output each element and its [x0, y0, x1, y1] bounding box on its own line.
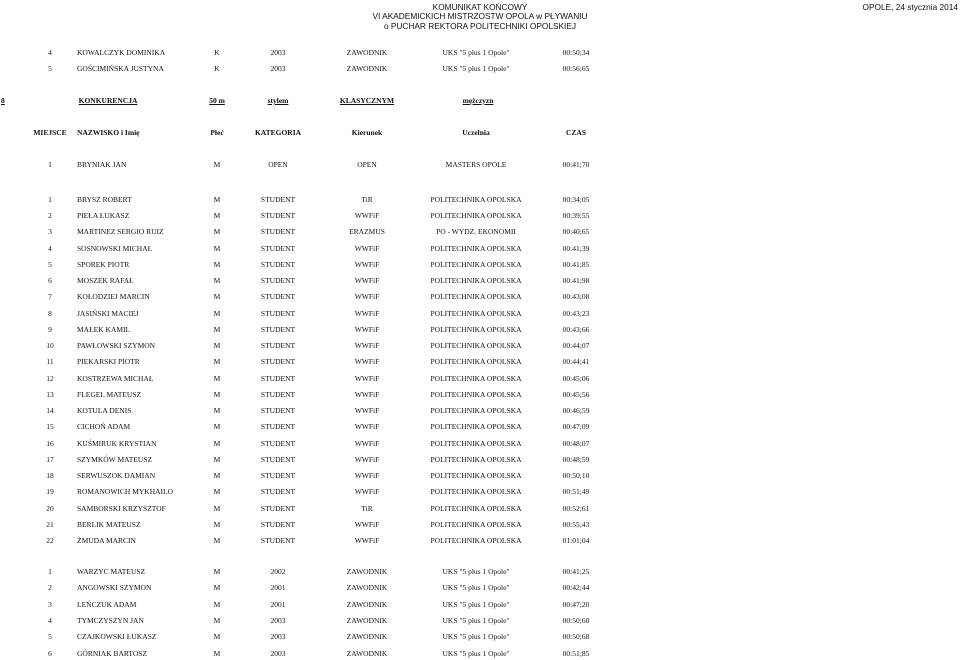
cell-uczelnia: POLITECHNIKA OPOLSKA — [430, 519, 522, 529]
cell-kierunek: TiR — [361, 195, 373, 204]
cell-category: STUDENT — [260, 276, 296, 286]
column-header-kierunek: Kierunek — [351, 128, 383, 137]
cell-name: CZAJKOWSKI ŁUKASZ — [77, 632, 157, 642]
cell-sex: M — [213, 536, 221, 546]
cell-sex: M — [213, 243, 221, 253]
event-distance: 50 m — [209, 96, 225, 105]
cell-category: STUDENT — [260, 422, 296, 432]
cell-time: 00:39;55 — [562, 211, 590, 221]
cell-kierunek: WWFiF — [354, 276, 380, 286]
table-row — [0, 486, 960, 498]
cell-uczelnia: POLITECHNIKA OPOLSKA — [430, 341, 522, 351]
cell-time: 00:47;20 — [562, 599, 590, 609]
cell-uczelnia: POLITECHNIKA OPOLSKA — [430, 471, 522, 481]
cell-time: 00:48;07 — [562, 438, 590, 448]
cell-kierunek: ZAWODNIK — [346, 648, 388, 658]
event-header-row — [0, 95, 960, 107]
cell-uczelnia: UKS "5 plus 1 Opole" — [442, 583, 510, 593]
cell-sex: M — [213, 324, 221, 334]
cell-time: 00:50;10 — [562, 471, 590, 481]
header-title-line-1: KOMUNIKAT KOŃCOWY — [432, 2, 528, 12]
cell-sex: M — [213, 438, 221, 448]
cell-time: 00:56;65 — [562, 64, 590, 74]
cell-sex: M — [213, 373, 221, 383]
table-row — [0, 519, 960, 531]
cell-sex: M — [213, 389, 221, 399]
cell-sex: M — [213, 259, 221, 269]
cell-place: 17 — [46, 454, 54, 464]
cell-category: STUDENT — [260, 373, 296, 383]
cell-category: STUDENT — [260, 341, 296, 351]
table-row — [0, 405, 960, 417]
cell-category: STUDENT — [260, 471, 296, 481]
cell-time: 00:44;07 — [562, 341, 590, 351]
cell-sex: M — [213, 160, 221, 169]
cell-time: 00:42;44 — [562, 583, 590, 593]
cell-uczelnia: POLITECHNIKA OPOLSKA — [430, 406, 522, 416]
cell-sex: M — [213, 567, 221, 576]
table-row — [0, 470, 960, 482]
cell-category: STUDENT — [260, 308, 296, 318]
table-row — [0, 615, 960, 627]
table-row — [0, 356, 960, 368]
cell-place: 4 — [48, 243, 52, 253]
table-row — [0, 324, 960, 336]
cell-category: STUDENT — [260, 357, 296, 367]
cell-place: 5 — [48, 64, 52, 74]
cell-sex: M — [213, 503, 221, 513]
cell-kierunek: WWFiF — [354, 373, 380, 383]
document-header — [0, 3, 960, 31]
cell-time: 00:50;60 — [562, 615, 590, 625]
column-header-name: NAZWISKO i Imię — [77, 128, 140, 137]
cell-place: 14 — [46, 406, 54, 416]
cell-kierunek: WWFiF — [354, 243, 380, 253]
cell-time: 00:40;65 — [562, 227, 590, 237]
cell-place: 16 — [46, 438, 54, 448]
cell-kierunek: WWFiF — [354, 406, 380, 416]
cell-category: 2002 — [270, 567, 286, 576]
cell-name: CICHOŃ ADAM — [77, 422, 131, 432]
cell-name: MARTINEZ SERGIO RUIZ — [77, 227, 164, 237]
cell-category: 2001 — [270, 583, 286, 593]
cell-time: 00:52;61 — [562, 503, 590, 513]
cell-sex: K — [214, 48, 220, 57]
cell-time: 00:43;66 — [562, 324, 590, 334]
cell-place: 9 — [48, 324, 52, 334]
cell-sex: M — [213, 357, 221, 367]
cell-sex: M — [213, 454, 221, 464]
cell-category: STUDENT — [260, 389, 296, 399]
cell-name: MAŁEK KAMIL — [77, 324, 131, 334]
cell-category: 2001 — [270, 599, 286, 609]
column-header-row — [0, 127, 960, 139]
table-row — [0, 373, 960, 385]
table-row — [0, 454, 960, 466]
table-row — [0, 63, 960, 75]
cell-category: STUDENT — [260, 195, 296, 204]
cell-time: 00:43;08 — [562, 292, 590, 302]
cell-uczelnia: POLITECHNIKA OPOLSKA — [430, 211, 522, 221]
cell-name: KOŁODZIEJ MARCIN — [77, 292, 150, 302]
cell-place: 12 — [46, 373, 54, 383]
cell-time: 00:41;85 — [562, 259, 590, 269]
header-date: OPOLE, 24 stycznia 2014 — [862, 2, 958, 12]
cell-kierunek: WWFiF — [354, 422, 380, 432]
cell-place: 5 — [48, 259, 52, 269]
table-row — [0, 389, 960, 401]
cell-name: SPOREK PIOTR — [77, 259, 130, 269]
table-row — [0, 226, 960, 238]
cell-place: 15 — [46, 422, 54, 432]
cell-kierunek: WWFiF — [354, 536, 380, 546]
cell-uczelnia: POLITECHNIKA OPOLSKA — [430, 308, 522, 318]
column-header-uczelnia: Uczelnia — [462, 128, 490, 137]
cell-name: PAWŁOWSKI SZYMON — [77, 341, 156, 351]
cell-uczelnia: POLITECHNIKA OPOLSKA — [430, 292, 522, 302]
cell-uczelnia: POLITECHNIKA OPOLSKA — [430, 259, 522, 269]
cell-name: GÓRNIAK BARTOSZ — [77, 648, 148, 658]
cell-place: 7 — [48, 292, 52, 302]
cell-category: 2003 — [270, 648, 286, 658]
cell-kierunek: ZAWODNIK — [346, 583, 388, 593]
cell-time: 00:50;68 — [562, 632, 590, 642]
cell-kierunek: ZAWODNIK — [346, 615, 388, 625]
event-gender: mężczyzn — [462, 96, 494, 105]
cell-kierunek: ZAWODNIK — [346, 48, 388, 57]
cell-place: 5 — [48, 632, 52, 642]
cell-category: STUDENT — [260, 438, 296, 448]
cell-sex: M — [213, 211, 221, 221]
cell-name: BRYSZ ROBERT — [77, 195, 132, 204]
table-row — [0, 421, 960, 433]
cell-time: 00:45;56 — [562, 389, 590, 399]
cell-name: ROMANOWICH MYKHAILO — [77, 487, 174, 497]
cell-time: 00:50;34 — [562, 48, 590, 57]
cell-name: KOWALCZYK DOMINIKA — [77, 48, 166, 57]
cell-uczelnia: UKS "5 plus 1 Opole" — [442, 632, 510, 642]
cell-uczelnia: POLITECHNIKA OPOLSKA — [430, 195, 522, 204]
cell-category: OPEN — [268, 160, 288, 169]
cell-category: STUDENT — [260, 536, 296, 546]
cell-category: STUDENT — [260, 487, 296, 497]
cell-category: 2003 — [270, 64, 286, 74]
table-row — [0, 291, 960, 303]
cell-sex: M — [213, 519, 221, 529]
cell-kierunek: WWFiF — [354, 357, 380, 367]
cell-place: 1 — [48, 195, 52, 204]
table-row — [0, 259, 960, 271]
cell-sex: M — [213, 615, 221, 625]
cell-name: GOŚCIMIŃSKA JUSTYNA — [77, 64, 164, 74]
cell-sex: M — [213, 276, 221, 286]
cell-place: 4 — [48, 615, 52, 625]
column-header-time: CZAS — [565, 128, 587, 137]
cell-uczelnia: POLITECHNIKA OPOLSKA — [430, 389, 522, 399]
cell-name: KOTULA DENIS — [77, 406, 132, 416]
cell-kierunek: WWFiF — [354, 324, 380, 334]
cell-uczelnia: POLITECHNIKA OPOLSKA — [430, 438, 522, 448]
cell-time: 00:34;05 — [562, 195, 590, 204]
cell-name: JASIŃSKI MACIEJ — [77, 308, 139, 318]
cell-place: 18 — [46, 471, 54, 481]
cell-kierunek: ZAWODNIK — [346, 632, 388, 642]
table-row — [0, 340, 960, 352]
cell-name: WARZYC MATEUSZ — [77, 567, 146, 576]
table-row — [0, 566, 960, 578]
cell-uczelnia: POLITECHNIKA OPOLSKA — [430, 536, 522, 546]
cell-kierunek: TiR — [361, 503, 373, 513]
cell-place: 19 — [46, 487, 54, 497]
cell-place: 6 — [48, 276, 52, 286]
cell-time: 00:41;25 — [562, 567, 590, 576]
cell-kierunek: WWFiF — [354, 259, 380, 269]
event-style-label: stylem — [267, 96, 289, 105]
cell-time: 00:51;49 — [562, 487, 590, 497]
cell-sex: M — [213, 422, 221, 432]
cell-category: STUDENT — [260, 227, 296, 237]
event-style: KLASYCZNYM — [339, 96, 395, 105]
cell-uczelnia: UKS "5 plus 1 Opole" — [442, 567, 510, 576]
cell-place: 20 — [46, 503, 54, 513]
table-row — [0, 535, 960, 547]
cell-uczelnia: POLITECHNIKA OPOLSKA — [430, 357, 522, 367]
cell-sex: M — [213, 406, 221, 416]
header-title-line-3: o PUCHAR REKTORA POLITECHNIKI OPOLSKIEJ — [383, 20, 577, 31]
column-header-place: MIEJSCE — [33, 128, 67, 137]
table-row — [0, 159, 960, 171]
cell-category: 2003 — [270, 615, 286, 625]
cell-category: STUDENT — [260, 503, 296, 513]
cell-uczelnia: POLITECHNIKA OPOLSKA — [430, 243, 522, 253]
cell-name: SERWUSZOK DAMIAN — [77, 471, 156, 481]
cell-place: 13 — [46, 389, 54, 399]
cell-uczelnia: UKS "5 plus 1 Opole" — [442, 648, 510, 658]
cell-uczelnia: UKS "5 plus 1 Opole" — [442, 48, 510, 57]
cell-uczelnia: POLITECHNIKA OPOLSKA — [430, 503, 522, 513]
cell-name: KOSTRZEWA MICHAŁ — [77, 373, 154, 383]
cell-place: 4 — [48, 48, 52, 57]
cell-place: 2 — [48, 583, 52, 593]
cell-kierunek: WWFiF — [354, 389, 380, 399]
cell-category: STUDENT — [260, 243, 296, 253]
cell-place: 6 — [48, 648, 52, 658]
cell-time: 00:44;41 — [562, 357, 590, 367]
cell-kierunek: OPEN — [357, 160, 377, 169]
cell-name: TYMCZYSZYN JAN — [77, 615, 144, 625]
cell-sex: M — [213, 648, 221, 658]
cell-name: BERLIK MATEUSZ — [77, 519, 141, 529]
cell-place: 3 — [48, 227, 52, 237]
table-row — [0, 582, 960, 594]
cell-kierunek: WWFiF — [354, 308, 380, 318]
cell-uczelnia: UKS "5 plus 1 Opole" — [442, 615, 510, 625]
table-row — [0, 631, 960, 643]
cell-name: FLEGEL MATEUSZ — [77, 389, 142, 399]
cell-place: 8 — [48, 308, 52, 318]
cell-time: 00:51;85 — [562, 648, 590, 658]
table-row — [0, 599, 960, 611]
table-row — [0, 503, 960, 515]
cell-uczelnia: UKS "5 plus 1 Opole" — [442, 599, 510, 609]
cell-time: 00:45;06 — [562, 373, 590, 383]
cell-sex: K — [214, 64, 220, 74]
cell-kierunek: WWFiF — [354, 519, 380, 529]
table-row — [0, 308, 960, 320]
cell-sex: M — [213, 583, 221, 593]
table-row — [0, 275, 960, 287]
cell-name: ŻMUDA MARCIN — [77, 536, 136, 546]
cell-category: STUDENT — [260, 519, 296, 529]
cell-place: 21 — [46, 519, 54, 529]
cell-category: STUDENT — [260, 211, 296, 221]
cell-place: 22 — [46, 536, 54, 546]
cell-name: BRYNIAK JAN — [77, 160, 127, 169]
event-konkurencja-label: KONKURENCJA — [78, 96, 138, 105]
cell-sex: M — [213, 195, 221, 204]
table-row — [0, 648, 960, 660]
cell-place: 1 — [48, 567, 52, 576]
cell-name: KUŚMIRUK KRYSTIAN — [77, 438, 157, 448]
cell-kierunek: WWFiF — [354, 487, 380, 497]
cell-category: STUDENT — [260, 259, 296, 269]
cell-category: STUDENT — [260, 324, 296, 334]
cell-kierunek: ZAWODNIK — [346, 64, 388, 74]
table-row — [0, 438, 960, 450]
cell-place: 11 — [46, 357, 54, 367]
column-header-category: KATEGORIA — [254, 128, 302, 137]
table-row — [0, 243, 960, 255]
cell-sex: M — [213, 227, 221, 237]
cell-uczelnia: POLITECHNIKA OPOLSKA — [430, 373, 522, 383]
cell-time: 01:01;04 — [562, 536, 590, 546]
cell-category: STUDENT — [260, 454, 296, 464]
cell-time: 00:41;39 — [562, 243, 590, 253]
cell-uczelnia: POLITECHNIKA OPOLSKA — [430, 324, 522, 334]
cell-uczelnia: POLITECHNIKA OPOLSKA — [430, 422, 522, 432]
cell-kierunek: WWFiF — [354, 292, 380, 302]
cell-place: 10 — [46, 341, 54, 351]
cell-kierunek: WWFiF — [354, 454, 380, 464]
cell-sex: M — [213, 308, 221, 318]
cell-uczelnia: POLITECHNIKA OPOLSKA — [430, 487, 522, 497]
cell-category: 2003 — [270, 632, 286, 642]
cell-name: PIEŁA ŁUKASZ — [77, 211, 130, 221]
cell-kierunek: ZAWODNIK — [346, 567, 388, 576]
cell-uczelnia: POLITECHNIKA OPOLSKA — [430, 454, 522, 464]
cell-sex: M — [213, 341, 221, 351]
cell-time: 00:48;59 — [562, 454, 590, 464]
cell-kierunek: WWFiF — [354, 341, 380, 351]
cell-sex: M — [213, 471, 221, 481]
cell-sex: M — [213, 599, 221, 609]
column-header-sex: Płeć — [210, 128, 224, 137]
header-title-line-2: VI AKADEMICKICH MISTRZOSTW OPOLA w PŁYWANIU — [372, 11, 588, 22]
cell-name: SOSNOWSKI MICHAŁ — [77, 243, 153, 253]
cell-name: PIEKARSKI PIOTR — [77, 357, 140, 367]
cell-kierunek: WWFiF — [354, 211, 380, 221]
cell-category: STUDENT — [260, 292, 296, 302]
cell-uczelnia: MASTERS OPOLE — [445, 160, 507, 169]
cell-place: 1 — [48, 160, 52, 169]
cell-name: SZYMKÓW MATEUSZ — [77, 454, 153, 464]
cell-time: 00:43;23 — [562, 308, 590, 318]
cell-sex: M — [213, 487, 221, 497]
cell-uczelnia: PO - WYDZ. EKONOMII — [436, 227, 516, 237]
table-row — [0, 210, 960, 222]
cell-time: 00:41;70 — [562, 160, 590, 169]
cell-name: MOSZEK RAFAŁ — [77, 276, 134, 286]
cell-kierunek: WWFiF — [354, 438, 380, 448]
cell-sex: M — [213, 632, 221, 642]
cell-category: 2003 — [270, 48, 286, 57]
cell-category: STUDENT — [260, 406, 296, 416]
cell-time: 00:41;98 — [562, 276, 590, 286]
event-number: 8 — [1, 96, 5, 105]
cell-place: 2 — [48, 211, 52, 221]
cell-place: 3 — [48, 599, 52, 609]
table-row — [0, 47, 960, 59]
cell-sex: M — [213, 292, 221, 302]
cell-time: 00:46;59 — [562, 406, 590, 416]
cell-kierunek: ZAWODNIK — [346, 599, 388, 609]
cell-name: LEŃCZUK ADAM — [77, 599, 137, 609]
cell-time: 00:47;09 — [562, 422, 590, 432]
cell-name: SAMBORSKI KRZYSZTOF — [77, 503, 166, 513]
cell-uczelnia: POLITECHNIKA OPOLSKA — [430, 276, 522, 286]
cell-time: 00:55;43 — [562, 519, 590, 529]
cell-name: ANGOWSKI SZYMON — [77, 583, 152, 593]
cell-kierunek: WWFiF — [354, 471, 380, 481]
cell-uczelnia: UKS "5 plus 1 Opole" — [442, 64, 510, 74]
cell-kierunek: ERAZMUS — [349, 227, 385, 237]
table-row — [0, 194, 960, 206]
